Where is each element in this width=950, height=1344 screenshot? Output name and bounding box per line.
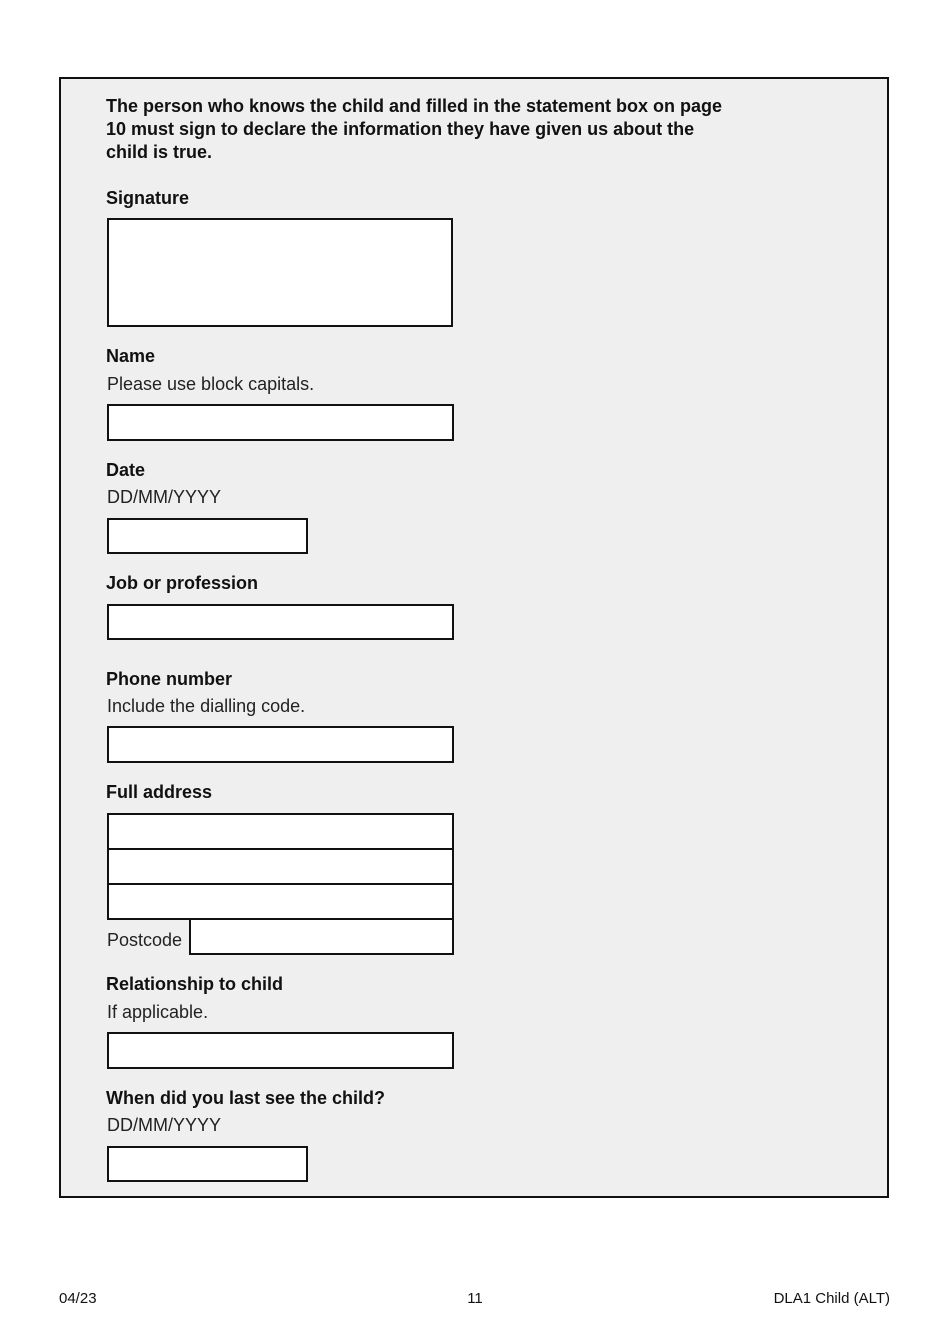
relationship-field[interactable] [107, 1032, 454, 1069]
name-hint: Please use block capitals. [107, 374, 315, 394]
footer-page-number: 11 [467, 1290, 483, 1307]
last-seen-hint: DD/MM/YYYY [107, 1115, 222, 1135]
job-field[interactable] [107, 604, 454, 640]
date-hint: DD/MM/YYYY [107, 487, 222, 507]
date-field[interactable] [107, 518, 308, 554]
footer-form-code: DLA1 Child (ALT) [773, 1290, 890, 1307]
signature-label: Signature [106, 188, 190, 208]
phone-field[interactable] [107, 726, 454, 763]
name-field[interactable] [107, 404, 454, 441]
relationship-hint: If applicable. [107, 1002, 209, 1022]
address-line-3-field[interactable] [107, 883, 454, 920]
address-line-1-field[interactable] [107, 813, 454, 850]
phone-label: Phone number [106, 669, 233, 689]
declaration-intro: The person who knows the child and filled in the statement box on page 10 must sign to declare the information they have given us about the child is true. [106, 96, 723, 162]
footer-date-code: 04/23 [59, 1290, 97, 1307]
postcode-field[interactable] [189, 918, 454, 955]
job-label: Job or profession [106, 573, 259, 593]
relationship-label: Relationship to child [106, 974, 284, 994]
address-label: Full address [106, 782, 213, 802]
name-label: Name [106, 346, 156, 366]
address-line-2-field[interactable] [107, 848, 454, 885]
last-seen-label: When did you last see the child? [106, 1088, 386, 1108]
phone-hint: Include the dialling code. [107, 696, 306, 716]
postcode-label: Postcode [107, 930, 183, 950]
signature-field[interactable] [107, 218, 453, 327]
date-label: Date [106, 460, 146, 480]
last-seen-date-field[interactable] [107, 1146, 308, 1182]
